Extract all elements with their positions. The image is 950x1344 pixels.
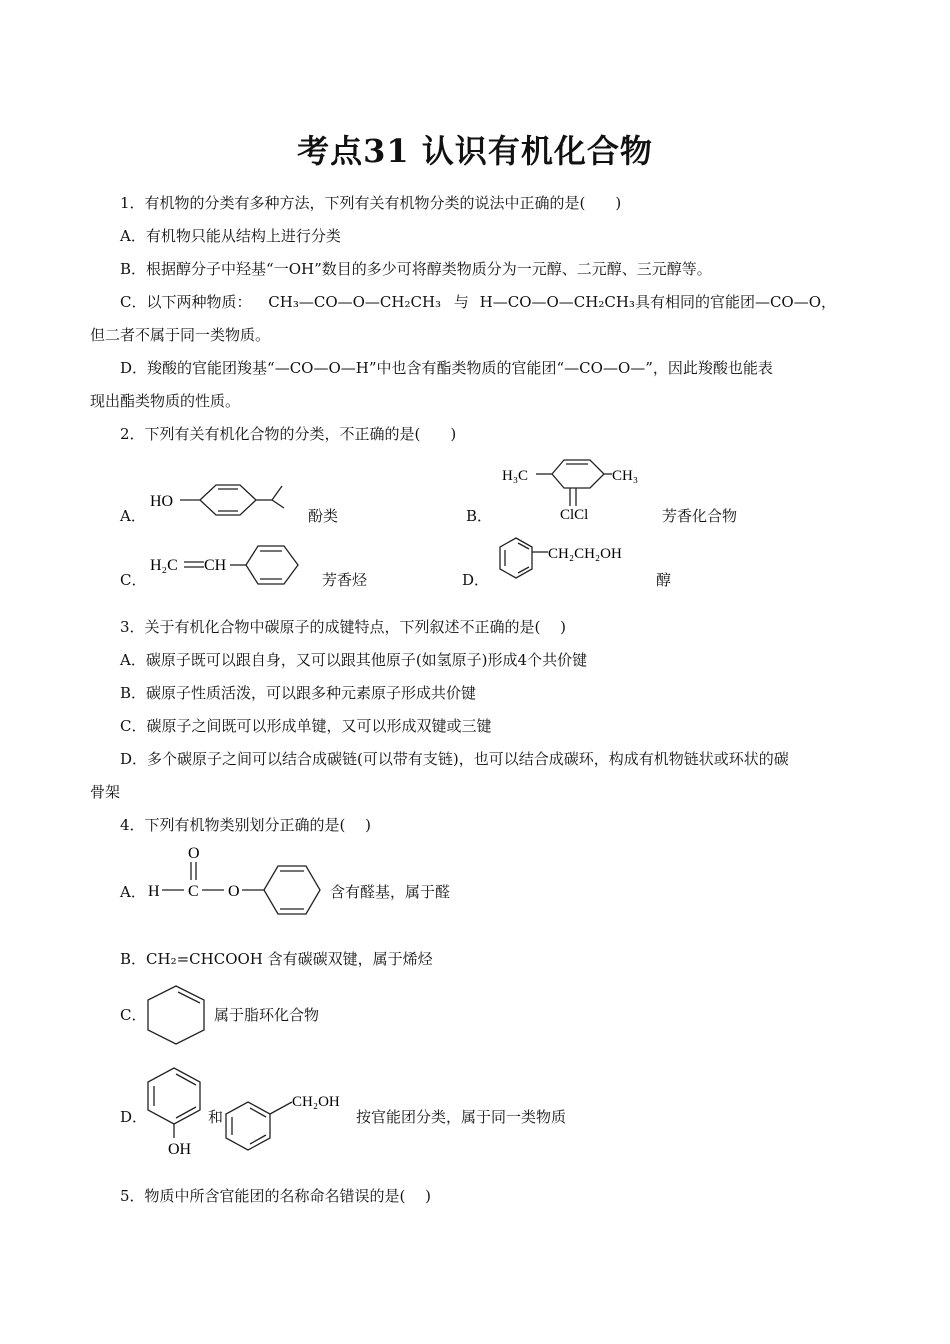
q1-option-c-cont: 但二者不属于同一类物质。 <box>90 326 271 344</box>
q2-option-c-label: C． <box>120 571 147 589</box>
q4-mol-a-h: H <box>148 883 160 900</box>
q2-option-b-label: B． <box>466 507 493 525</box>
q2-option-d-label: D． <box>462 571 490 589</box>
q2-molecule-b <box>500 452 660 527</box>
q3-option-b: B．碳原子性质活泼，可以跟多种元素原子形成共价键 <box>120 684 477 702</box>
q4-option-a-text: 含有醛基，属于醛 <box>330 883 451 901</box>
q4-molecule-c <box>144 982 210 1050</box>
q4-option-c-label: C． <box>120 1006 147 1024</box>
q2-molecule-d <box>496 532 656 592</box>
q2-mol-b-clcl: ClCl <box>560 507 589 523</box>
q1-option-d: D．羧酸的官能团羧基“—CO—O—H”中也含有酯类物质的官能团“—CO—O—”，因此羧酸也能表 <box>120 359 773 377</box>
q2-option-d-class: 醇 <box>656 571 672 589</box>
q4-option-a-label: A． <box>120 883 146 901</box>
q4-option-d-text: 按官能团分类，属于同一类物质 <box>356 1108 567 1126</box>
q3-stem: 3．关于有机化合物中碳原子的成键特点，下列叙述不正确的是( ) <box>120 618 567 636</box>
q2-molecule-c <box>148 538 308 593</box>
q1-option-c-prefix: C．以下两种物质： <box>120 293 252 311</box>
q4-mol-a-ester-o: O <box>228 883 240 900</box>
q2-mol-b-h3c: H₃C <box>502 468 529 484</box>
q4-mol-a-c: C <box>188 883 199 900</box>
q1-option-d-cont: 现出酯类物质的性质。 <box>90 392 241 410</box>
q3-option-a: A．碳原子既可以跟自身，又可以跟其他原子(如氢原子)形成4个共价键 <box>120 651 588 669</box>
q2-mol-a-ho: HO <box>150 493 174 510</box>
q4-molecule-d-phenol <box>144 1064 208 1160</box>
q2-option-c-class: 芳香烃 <box>322 571 368 589</box>
q3-option-c: C．碳原子之间既可以形成单键，又可以形成双键或三键 <box>120 717 492 735</box>
q1-option-c-suffix: 具有相同的官能团—CO—O， <box>634 293 837 311</box>
q4-option-d-label: D． <box>120 1108 148 1126</box>
q5-stem: 5．物质中所含官能团的名称命名错误的是( ) <box>120 1187 432 1205</box>
q2-option-a-class: 酚类 <box>308 507 339 525</box>
q2-mol-c-ch: CH <box>204 557 227 574</box>
q4-molecule-d-benzyl-alcohol <box>222 1090 358 1154</box>
q2-mol-d-substituent: CH₂CH₂OH <box>548 546 622 562</box>
q2-mol-c-h2c: H₂C <box>150 557 178 574</box>
q1-option-b: B．根据醇分子中羟基“一OH”数目的多少可将醇类物质分为一元醇、二元醇、三元醇等。 <box>120 260 712 278</box>
q4-option-d-and: 和 <box>208 1108 224 1126</box>
q2-mol-b-ch3: CH₃ <box>612 468 639 484</box>
q2-option-a-label: A． <box>120 507 146 525</box>
q1-formula-1: CH₃—CO—O—CH₂CH₃ <box>268 293 442 311</box>
q4-molecule-a <box>146 840 326 920</box>
q4-mol-a-carbonyl-o: O <box>188 845 200 862</box>
q4-option-c-text: 属于脂环化合物 <box>214 1006 320 1024</box>
q3-option-d: D．多个碳原子之间可以结合成碳链(可以带有支链)，也可以结合成碳环，构成有机物链状或环状的碳 <box>120 750 789 768</box>
q1-option-a: A．有机物只能从结构上进行分类 <box>120 227 341 245</box>
q2-option-b-class: 芳香化合物 <box>662 507 738 525</box>
page-title: 考点31 认识有机化合物 <box>297 132 653 170</box>
q4-option-b: B．CH₂=CHCOOH 含有碳碳双键，属于烯烃 <box>120 950 433 968</box>
q2-molecule-a <box>148 472 298 532</box>
q1-formula-2: H—CO—O—CH₂CH₃ <box>479 293 635 311</box>
q3-option-d-cont: 骨架 <box>90 783 121 801</box>
q4-stem: 4．下列有机物类别划分正确的是( ) <box>120 816 372 834</box>
q1-option-c <box>90 292 895 312</box>
q1-connector: 与 <box>453 293 469 311</box>
q2-stem: 2．下列有关有机化合物的分类，不正确的是( ) <box>120 425 457 443</box>
q4-mol-d-ch2oh: CH₂OH <box>292 1094 340 1110</box>
q4-mol-d-oh: OH <box>168 1141 192 1158</box>
q1-stem: 1．有机物的分类有多种方法，下列有关有机物分类的说法中正确的是( ) <box>120 194 622 212</box>
